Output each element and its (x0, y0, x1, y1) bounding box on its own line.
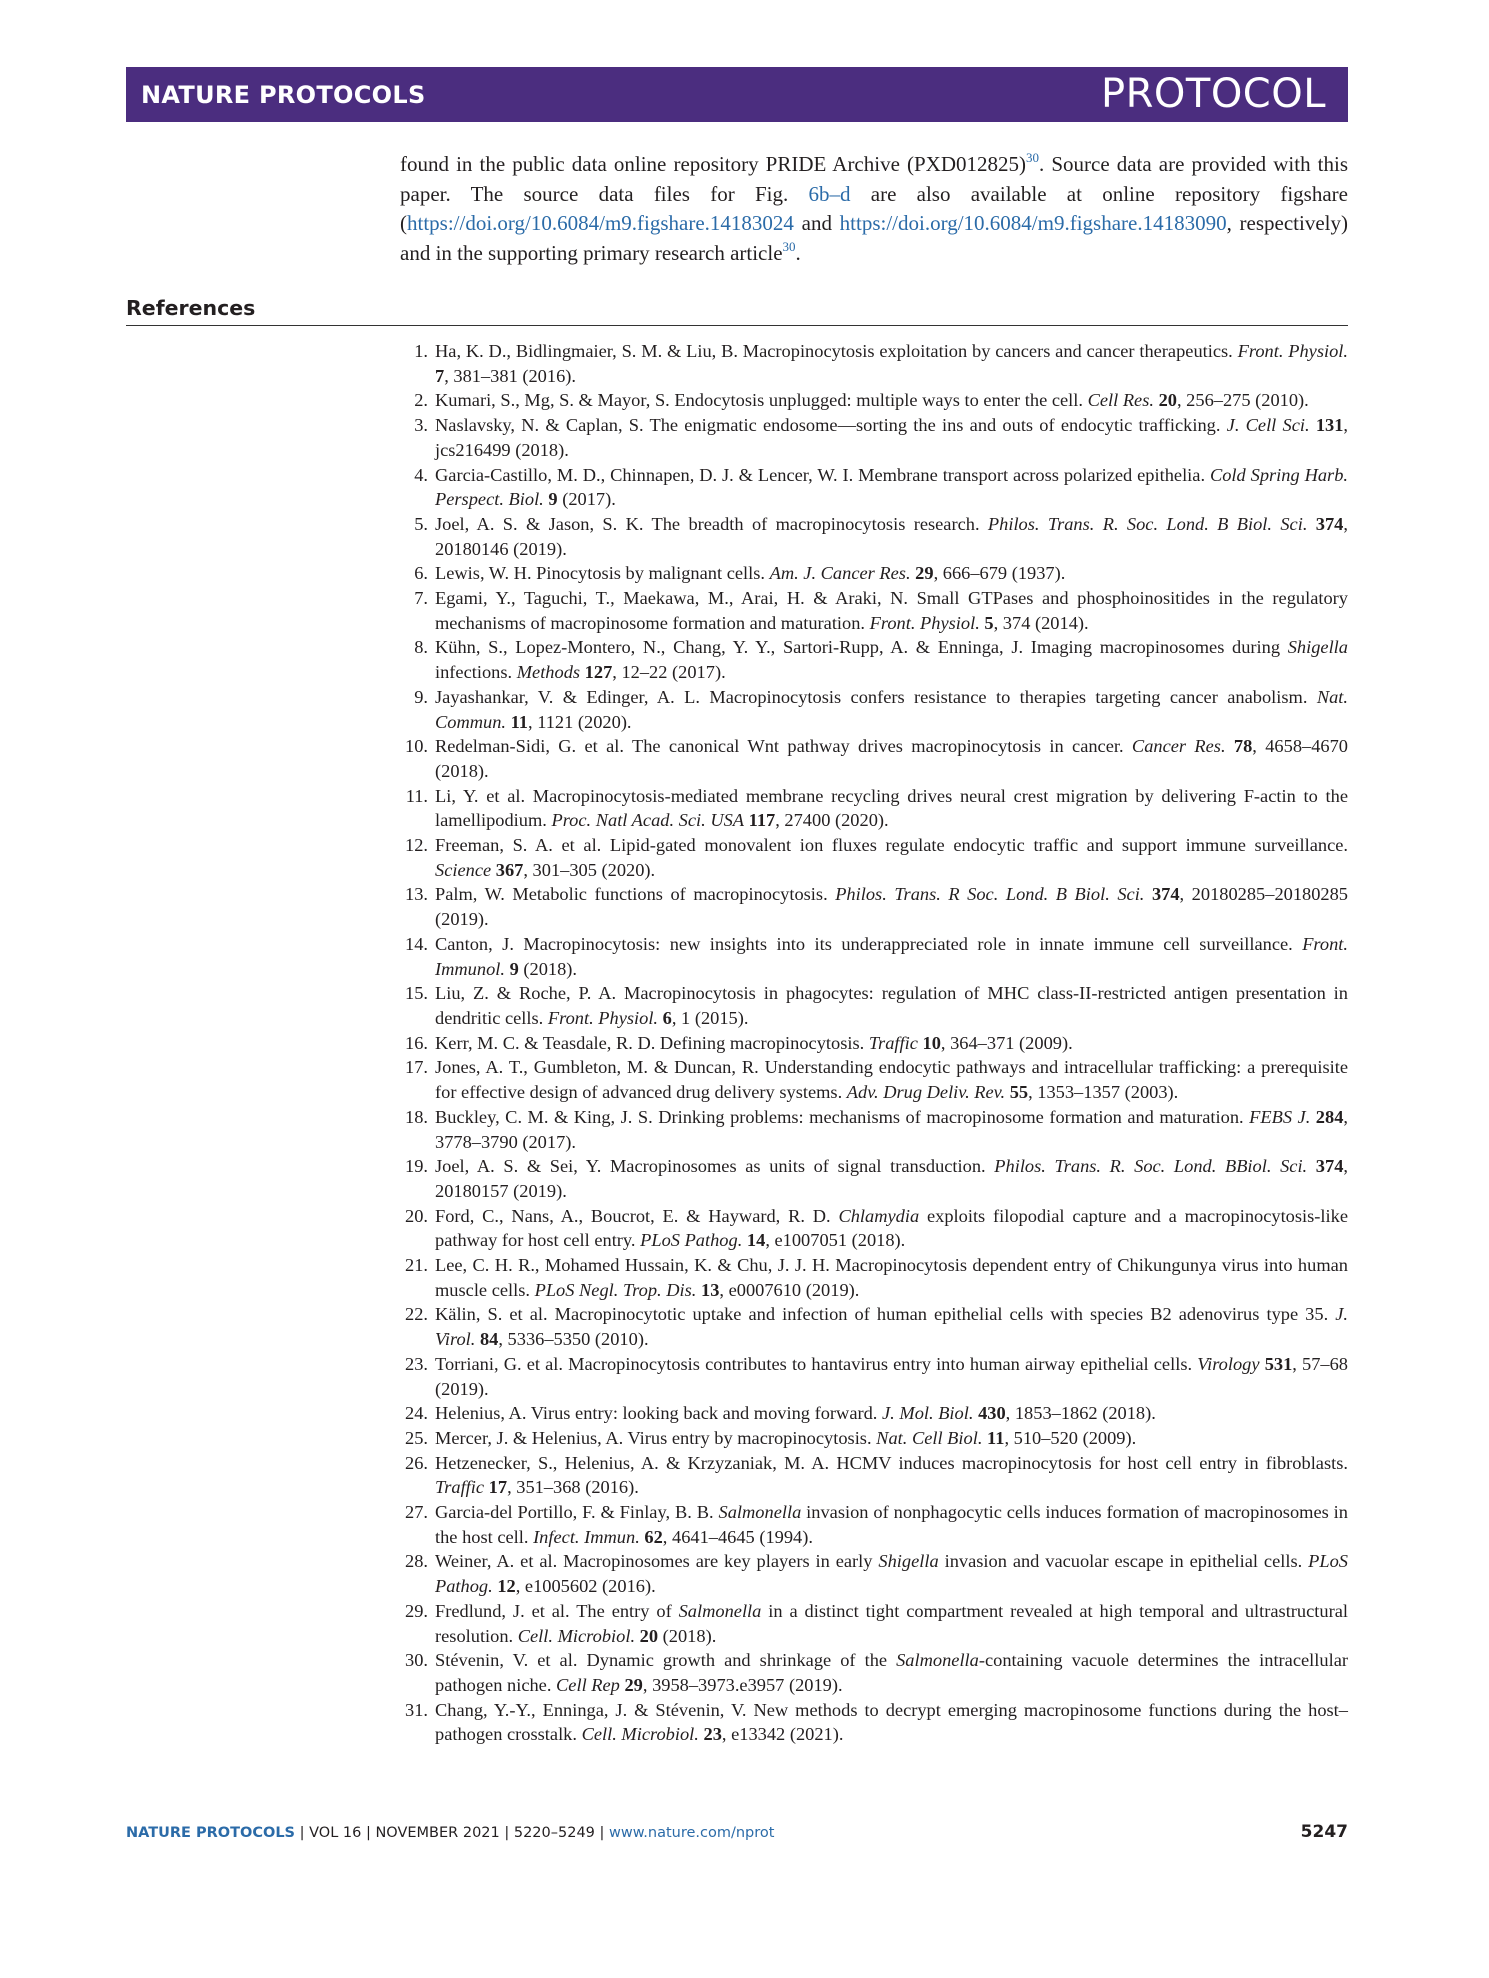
reference-number: 24. (405, 1403, 428, 1424)
reference-journal: Proc. Natl Acad. Sci. USA (551, 810, 745, 831)
reference-authors-title: Li, Y. et al. Macropinocytosis-mediated membrane recycling drives neural crest migration by delivering F-actin to the lamellipodium. (435, 785, 1348, 831)
reference-number: 10. (405, 736, 428, 757)
reference-volume: 78 (1233, 736, 1253, 757)
reference-journal: J. Cell Sci. (1226, 415, 1310, 436)
reference-authors-title: Liu, Z. & Roche, P. A. Macropinocytosis in phagocytes: regulation of MHC class-II-restricted antigen presentation in dendritic cells. (435, 983, 1348, 1028)
reference-pages-year: , 5336–5350 (2010). (498, 1329, 649, 1350)
reference-journal: Infect. Immun. (533, 1526, 640, 1547)
reference-item (400, 1500, 1348, 1549)
reference-pages-year: , 374 (2014). (993, 612, 1089, 633)
reference-authors-title: Naslavsky, N. & Caplan, S. The enigmatic endosome—sorting the ins and outs of endocytic trafficking. (435, 415, 1227, 436)
reference-number: 13. (405, 884, 428, 905)
reference-journal: Philos. Trans. R. Soc. Lond. B Biol. Sci. (987, 513, 1308, 534)
reference-number: 31. (405, 1699, 428, 1720)
reference-title-rest: exploits filopodial capture and a macropinocytosis-like pathway for host cell entry. (435, 1205, 1349, 1251)
reference-authors-title: Hetzenecker, S., Helenius, A. & Krzyzaniak, M. A. HCMV induces macropinocytosis for host cell entry in fibroblasts. (435, 1452, 1348, 1473)
reference-item (400, 1401, 1348, 1426)
reference-pages-year: , 20180285–20180285 (2019). (435, 884, 1348, 930)
reference-italic-term: Salmonella (896, 1650, 979, 1671)
reference-pages-year: , 3958–3973.e3957 (2019). (642, 1674, 843, 1695)
reference-number: 20. (405, 1205, 428, 1226)
reference-journal: Am. J. Cancer Res. (769, 563, 911, 584)
reference-item (400, 981, 1348, 1030)
reference-pages-year: (2018). (518, 958, 578, 979)
citation-superscript[interactable]: 30 (782, 238, 796, 254)
reference-item (400, 1055, 1348, 1104)
reference-journal: Traffic (435, 1477, 485, 1498)
reference-number: 18. (405, 1106, 428, 1127)
footer-pages: 5220–5249 (513, 1825, 595, 1841)
reference-list (400, 339, 1348, 1747)
reference-authors-title: Kühn, S., Lopez-Montero, N., Chang, Y. Y., Sartori-Rupp, A. & Enninga, J. Imaging macropinosomes during (435, 637, 1288, 658)
reference-item (400, 1031, 1348, 1056)
reference-authors-title: Weiner, A. et al. Macropinosomes are key players in early (435, 1551, 879, 1572)
reference-volume: 11 (987, 1427, 1005, 1448)
reference-number: 3. (414, 415, 428, 436)
citation-superscript[interactable]: 30 (1026, 150, 1039, 165)
reference-authors-title: Buckley, C. M. & King, J. S. Drinking problems: mechanisms of macropinosome formation and maturation. (435, 1106, 1250, 1127)
reference-journal: Front. Immunol. (435, 933, 1348, 979)
reference-number: 1. (414, 341, 428, 361)
reference-authors-title: Redelman-Sidi, G. et al. The canonical Wnt pathway drives macropinocytosis in cancer. (435, 736, 1132, 757)
reference-authors-title: Ford, C., Nans, A., Boucrot, E. & Hayward, R. D. (435, 1205, 839, 1226)
reference-volume: 374 (1315, 513, 1344, 534)
article-type: PROTOCOL (1100, 71, 1326, 117)
reference-title-rest: invasion and vacuolar escape in epithelial cells. (938, 1551, 1309, 1572)
reference-journal: PLoS Pathog. (640, 1230, 743, 1251)
reference-volume: 55 (1009, 1082, 1029, 1103)
reference-volume: 6 (662, 1007, 672, 1028)
reference-number: 11. (405, 785, 428, 806)
footer-url-link[interactable]: www.nature.com/nprot (609, 1825, 775, 1841)
reference-authors-title: Jones, A. T., Gumbleton, M. & Duncan, R. Understanding endocytic pathways and intracellular trafficking: a prerequisite for effective design of advanced drug delivery systems. (435, 1057, 1348, 1103)
reference-authors-title: Ha, K. D., Bidlingmaier, S. M. & Liu, B. Macropinocytosis exploitation by cancers and cancer therapeutics. (435, 341, 1238, 361)
reference-authors-title: Fredlund, J. et al. The entry of (435, 1600, 679, 1621)
reference-journal: Front. Physiol. (869, 612, 980, 633)
reference-authors-title: Lee, C. H. R., Mohamed Hussain, K. & Chu, J. J. H. Macropinocytosis dependent entry of Chikungunya virus into human muscle cells. (435, 1255, 1348, 1300)
reference-journal: J. Mol. Biol. (882, 1403, 974, 1424)
figshare-link-1[interactable]: https://doi.org/10.6084/m9.figshare.14183024 (407, 211, 794, 235)
reference-number: 22. (405, 1304, 428, 1325)
reference-volume: 29 (915, 563, 934, 584)
reference-number: 23. (405, 1353, 428, 1374)
page-footer (126, 1822, 1348, 1846)
reference-volume: 374 (1151, 884, 1180, 905)
reference-volume: 20 (1158, 390, 1177, 411)
reference-authors-title: Garcia-del Portillo, F. & Finlay, B. B. (435, 1502, 719, 1523)
reference-volume: 374 (1315, 1156, 1344, 1177)
reference-number: 6. (414, 563, 428, 584)
reference-item (400, 1698, 1348, 1747)
reference-volume: 10 (922, 1032, 941, 1053)
reference-pages-year: , 3778–3790 (2017). (435, 1106, 1348, 1152)
reference-pages-year: , 12–22 (2017). (612, 662, 726, 683)
reference-journal: Adv. Drug Deliv. Rev. (846, 1082, 1006, 1103)
reference-journal: Front. Physiol. (1237, 341, 1348, 361)
reference-italic-term: Shigella (1287, 637, 1348, 658)
reference-title-rest: invasion of nonphagocytic cells induces formation of macropinosomes in the host cell. (435, 1502, 1348, 1547)
reference-italic-term: Shigella (878, 1551, 939, 1572)
reference-number: 21. (405, 1255, 428, 1276)
reference-authors-title: Mercer, J. & Helenius, A. Virus entry by macropinocytosis. (435, 1427, 877, 1448)
reference-title-rest: -containing vacuole determines the intracellular pathogen niche. (435, 1650, 1348, 1695)
reference-number: 19. (405, 1156, 428, 1177)
reference-pages-year: (2017). (557, 489, 616, 510)
reference-item (400, 1451, 1348, 1500)
footer-citation: NATURE PROTOCOLS | VOL 16 | NOVEMBER 2021 | 5220–5249 | www.nature.com/nprot (126, 1825, 775, 1841)
reference-journal: Cold Spring Harb. Perspect. Biol. (435, 464, 1348, 510)
reference-authors-title: Chang, Y.-Y., Enninga, J. & Stévenin, V. New methods to decrypt emerging macropinosome functions during the host–pathogen crosstalk. (435, 1699, 1348, 1745)
reference-volume: 9 (548, 489, 558, 510)
reference-volume: 14 (746, 1230, 766, 1251)
reference-pages-year: , jcs216499 (2018). (435, 415, 1349, 460)
reference-item (400, 1648, 1348, 1697)
reference-volume: 11 (510, 711, 529, 732)
reference-pages-year: , 510–520 (2009). (1004, 1427, 1137, 1448)
reference-number: 2. (414, 390, 428, 411)
reference-volume: 430 (978, 1403, 1006, 1424)
reference-item (400, 1426, 1348, 1451)
references-divider (126, 325, 1348, 326)
reference-italic-term: Salmonella (678, 1600, 762, 1621)
reference-authors-title: Joel, A. S. & Sei, Y. Macropinosomes as units of signal transduction. (435, 1156, 995, 1177)
reference-italic-term: Chlamydia (838, 1205, 920, 1226)
data-availability-paragraph: found in the public data online repository PRIDE Archive $(PXD012825)^{30}$. Source data are provided with this paper. The source data files for Fig. 6b–d are also available at online repository figshare (https://doi.org/10.6084/m9.figshare.14183024 and https://doi.org/10.6084/m9.figshare.14183090, respectively) and in the supporting primary research article$^{30}$. (400, 150, 1349, 265)
reference-item (400, 1549, 1348, 1598)
reference-pages-year: , e1005602 (2016). (515, 1576, 656, 1597)
reference-number: 16. (405, 1032, 428, 1053)
references-heading: References (126, 296, 256, 320)
reference-journal: Traffic (868, 1032, 918, 1053)
reference-authors-title: Stévenin, V. et al. Dynamic growth and shrinkage of the (435, 1650, 897, 1671)
reference-item (400, 561, 1348, 586)
reference-number: 7. (414, 588, 428, 609)
reference-journal: Cell Res. (1087, 390, 1154, 411)
reference-item (400, 1599, 1348, 1648)
reference-item (400, 586, 1348, 635)
reference-title-rest: in a distinct tight compartment revealed at high temporal and ultrastructural resolution. (435, 1600, 1348, 1646)
reference-pages-year: , e1007051 (2018). (765, 1230, 906, 1251)
reference-item (400, 932, 1348, 981)
reference-item (400, 512, 1348, 561)
reference-number: 28. (405, 1551, 428, 1572)
reference-authors-title: Kerr, M. C. & Teasdale, R. D. Defining macropinocytosis. (435, 1032, 869, 1053)
reference-journal: Cell. Microbiol. (581, 1724, 699, 1745)
reference-pages-year: , 4658–4670 (2018). (435, 736, 1348, 781)
reference-journal: PLoS Pathog. (435, 1551, 1348, 1597)
reference-pages-year: , 20180157 (2019). (435, 1156, 1348, 1201)
reference-number: 25. (405, 1427, 428, 1448)
reference-item (400, 635, 1348, 684)
reference-number: 9. (414, 686, 428, 707)
reference-item (400, 1204, 1348, 1253)
reference-journal: Nat. Cell Biol. (876, 1427, 983, 1448)
reference-journal: J. Virol. (435, 1304, 1348, 1350)
reference-volume: 367 (495, 859, 524, 880)
reference-number: 12. (405, 835, 428, 856)
reference-journal: Methods (516, 662, 581, 683)
reference-journal: FEBS J. (1249, 1106, 1311, 1127)
reference-volume: 12 (497, 1576, 516, 1597)
reference-authors-title: Lewis, W. H. Pinocytosis by malignant cells. (435, 563, 770, 584)
reference-authors-title: Joel, A. S. & Jason, S. K. The breadth of macropinocytosis research. (435, 513, 988, 534)
reference-item (400, 463, 1348, 512)
reference-pages-year: , 1853–1862 (2018). (1005, 1403, 1156, 1424)
reference-item (400, 685, 1348, 734)
reference-pages-year: , e0007610 (2019). (719, 1279, 860, 1300)
reference-pages-year: , 666–679 (1937). (933, 563, 1066, 584)
reference-pages-year: , 256–275 (2010). (1176, 390, 1309, 411)
reference-number: 14. (405, 933, 428, 954)
reference-authors-title: Jayashankar, V. & Edinger, A. L. Macropinocytosis confers resistance to therapies targeting cancer anabolism. (435, 686, 1317, 707)
reference-authors-title: Palm, W. Metabolic functions of macropinocytosis. (435, 884, 836, 905)
figure-link[interactable]: 6b–d (808, 181, 851, 206)
reference-number: 26. (405, 1452, 428, 1473)
reference-journal: Virology (1197, 1353, 1260, 1374)
reference-pages-year: , 1121 (2020). (528, 711, 632, 732)
reference-pages-year: , 301–305 (2020). (523, 859, 656, 880)
figshare-link-2[interactable]: https://doi.org/10.6084/m9.figshare.14183090 (839, 211, 1227, 235)
reference-item (400, 1253, 1348, 1302)
reference-pages-year: , 27400 (2020). (775, 810, 889, 831)
reference-item (400, 784, 1348, 833)
reference-volume: 13 (701, 1279, 720, 1300)
reference-journal: Philos. Trans. R Soc. Lond. B Biol. Sci. (835, 884, 1145, 905)
reference-volume: 131 (1315, 415, 1344, 436)
reference-item (400, 413, 1348, 462)
reference-item (400, 339, 1348, 388)
reference-pages-year: , 57–68 (2019). (435, 1353, 1348, 1399)
reference-number: 29. (405, 1600, 428, 1621)
reference-number: 17. (405, 1057, 428, 1078)
reference-number: 15. (405, 983, 428, 1004)
reference-pages-year: , 20180146 (2019). (435, 513, 1348, 559)
footer-volume: VOL 16 (309, 1825, 362, 1841)
journal-name: NATURE PROTOCOLS (141, 81, 426, 109)
reference-journal: Cell. Microbiol. (517, 1625, 636, 1646)
reference-authors-title: Kumari, S., Mg, S. & Mayor, S. Endocytosis unplugged: multiple ways to enter the cell. (435, 390, 1088, 411)
reference-item (400, 388, 1348, 413)
reference-item (400, 833, 1348, 882)
footer-date: NOVEMBER 2021 (375, 1825, 500, 1841)
reference-volume: 9 (509, 958, 519, 979)
footer-journal: NATURE PROTOCOLS (126, 1825, 296, 1841)
reference-pages-year: , 1353–1357 (2003). (1028, 1082, 1179, 1103)
reference-volume: 20 (639, 1625, 659, 1646)
reference-journal: Cell Rep (556, 1674, 620, 1695)
reference-number: 30. (405, 1650, 428, 1671)
reference-volume: 127 (584, 662, 613, 683)
reference-journal: Science (435, 859, 492, 880)
reference-volume: 29 (624, 1674, 643, 1695)
reference-number: 27. (405, 1502, 428, 1523)
reference-authors-title: Torriani, G. et al. Macropinocytosis contributes to hantavirus entry into human airway epithelial cells. (435, 1353, 1198, 1374)
reference-authors-title: Freeman, S. A. et al. Lipid-gated monovalent ion fluxes regulate endocytic traffic and support immune surveillance. (435, 835, 1348, 856)
reference-pages-year: , 1 (2015). (671, 1007, 749, 1028)
reference-authors-title: Garcia-Castillo, M. D., Chinnapen, D. J. & Lencer, W. I. Membrane transport across polarized epithelia. (435, 464, 1210, 485)
reference-journal: Cancer Res. (1131, 736, 1226, 757)
reference-volume: 84 (479, 1329, 499, 1350)
reference-volume: 23 (703, 1724, 722, 1745)
reference-number: 4. (414, 464, 428, 485)
reference-item (400, 1105, 1348, 1154)
reference-pages-year: , 4641–4645 (1994). (662, 1526, 813, 1547)
reference-journal: PLoS Negl. Trop. Dis. (534, 1279, 697, 1300)
reference-volume: 62 (644, 1526, 663, 1547)
reference-item (400, 1352, 1348, 1401)
reference-volume: 17 (488, 1477, 508, 1498)
reference-volume: 5 (984, 612, 994, 633)
reference-authors-title: Canton, J. Macropinocytosis: new insights into its underappreciated role in innate immune cell surveillance. (435, 933, 1303, 954)
reference-volume: 117 (748, 810, 776, 831)
reference-italic-term: Salmonella (718, 1502, 802, 1523)
reference-item (400, 734, 1348, 783)
reference-item (400, 1154, 1348, 1203)
reference-item (400, 882, 1348, 931)
reference-pages-year: , 381–381 (2016). (444, 365, 576, 386)
reference-authors-title: Kälin, S. et al. Macropinocytotic uptake and infection of human epithelial cells with species B2 adenovirus type 35. (435, 1304, 1336, 1325)
page-number: 5247 (1300, 1822, 1348, 1842)
reference-pages-year: , e13342 (2021). (721, 1724, 844, 1745)
reference-authors-title: Helenius, A. Virus entry: looking back and moving forward. (435, 1403, 883, 1424)
reference-volume: 7 (435, 365, 445, 386)
reference-journal: Front. Physiol. (547, 1007, 659, 1028)
reference-item (400, 1302, 1348, 1351)
reference-volume: 284 (1315, 1106, 1344, 1127)
reference-pages-year: (2018). (658, 1625, 717, 1646)
reference-volume: 531 (1264, 1353, 1293, 1374)
reference-title-rest: infections. (435, 662, 517, 683)
journal-header-bar (126, 67, 1348, 122)
reference-authors-title: Egami, Y., Taguchi, T., Maekawa, M., Arai, H. & Araki, N. Small GTPases and phosphoinositides in the regulatory mechanisms of macropinosome formation and maturation. (435, 588, 1348, 633)
reference-journal: Nat. Commun. (435, 686, 1348, 732)
reference-journal: Philos. Trans. R. Soc. Lond. BBiol. Sci. (994, 1156, 1308, 1177)
reference-pages-year: , 364–371 (2009). (940, 1032, 1073, 1053)
reference-number: 8. (414, 637, 428, 658)
reference-number: 5. (414, 513, 428, 534)
reference-pages-year: , 351–368 (2016). (507, 1477, 639, 1498)
